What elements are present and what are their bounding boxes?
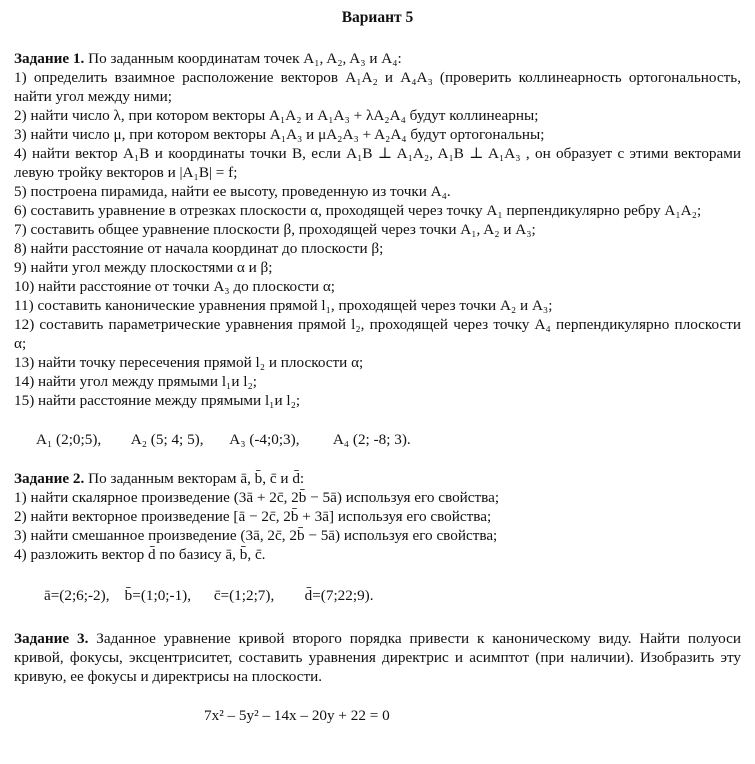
task-2-label: Задание 2. bbox=[14, 470, 85, 487]
task-1-item: 4) найти вектор A₁B и координаты точки B, если A₁B ⊥ A₁A₂, A₁B ⊥ A₁A₃ , он образует с этими векторами левую тройку векторов и |A₁B| = f; bbox=[14, 145, 741, 181]
task-1-heading bbox=[14, 49, 741, 68]
task-1-item: 14) найти угол между прямыми l₁и l₂; bbox=[14, 373, 258, 390]
task-3-text-block bbox=[14, 629, 741, 686]
task-2-item: 3) найти смешанное произведение (3ā, 2c̄, 2b̄ − 5ā) используя его свойства; bbox=[14, 527, 498, 544]
task-2-intro: По заданным векторам ā, b̄, c̄ и d̄: bbox=[88, 470, 305, 487]
task-2-item: 1) найти скалярное произведение (3ā + 2c̄, 2b̄ − 5ā) используя его свойства; bbox=[14, 489, 500, 506]
task-1-item: 10) найти расстояние от точки A₃ до плоскости α; bbox=[14, 278, 335, 295]
task-2-heading bbox=[14, 469, 741, 488]
task-3 bbox=[14, 629, 741, 725]
task-1-item: 2) найти число λ, при котором векторы A₁A₂ и A₁A₃ + λA₂A₄ будут коллинеарны; bbox=[14, 107, 539, 124]
task-3-equation: 7x² – 5y² – 14x – 20y + 22 = 0 bbox=[204, 707, 390, 724]
task-1-item: 1) определить взаимное расположение векторов A₁A₂ и A₄A₃ (проверить коллинеарность ортогональность, найти угол между ними; bbox=[14, 69, 741, 105]
task-2-item: 2) найти векторное произведение [ā − 2c̄, 2b̄ + 3ā] используя его свойства; bbox=[14, 508, 492, 525]
task-3-text: Заданное уравнение кривой второго порядка привести к каноническому виду. Найти полуоси кривой, фокусы, эксцентриситет, составить уравнения директрис и асимптот (при наличии). Изобразить эту кривую, ее фокусы и директрисы на плоскости. bbox=[14, 630, 741, 685]
task-2-item: 4) разложить вектор d̄ по базису ā, b̄, c̄. bbox=[14, 546, 266, 563]
task-1-item: 7) составить общее уравнение плоскости β, проходящей через точки A₁, A₂ и A₃; bbox=[14, 221, 536, 238]
task-1-item: 12) составить параметрические уравнения прямой l₂, проходящей через точку A₄ перпендикулярно плоскости α; bbox=[14, 316, 741, 352]
task-1-item: 6) составить уравнение в отрезках плоскости α, проходящей через точку A₁ перпендикулярно ребру A₁A₂; bbox=[14, 202, 702, 219]
task-1-item: 5) построена пирамида, найти ее высоту, проведенную из точки A₄. bbox=[14, 183, 451, 200]
variant-title: Вариант 5 bbox=[341, 9, 414, 26]
task-1-label: Задание 1. bbox=[14, 50, 85, 67]
task-1-item: 15) найти расстояние между прямыми l₁и l₂; bbox=[14, 392, 301, 409]
task-2 bbox=[14, 469, 741, 605]
task-3-label: Задание 3. bbox=[14, 630, 89, 647]
task-1-item: 8) найти расстояние от начала координат до плоскости β; bbox=[14, 240, 384, 257]
task-1-item: 9) найти угол между плоскостями α и β; bbox=[14, 259, 273, 276]
task-2-vectors: ā=(2;6;-2), b̄=(1;0;-1), c̄=(1;2;7), d̄=(7;22;9). bbox=[44, 587, 374, 604]
task-1-points: A₁ (2;0;5), A₂ (5; 4; 5), A₃ (-4;0;3), A₄ (2; -8; 3). bbox=[36, 431, 411, 448]
task-1-item: 3) найти число μ, при котором векторы A₁A₃ и μA₂A₃ + A₂A₄ будут ортогональны; bbox=[14, 126, 545, 143]
task-1-item: 11) составить канонические уравнения прямой l₁, проходящей через точки A₂ и A₃; bbox=[14, 297, 553, 314]
task-1-intro: По заданным координатам точек A₁, A₂, A₃ и A₄: bbox=[88, 50, 402, 67]
task-1-item: 13) найти точку пересечения прямой l₂ и плоскости α; bbox=[14, 354, 364, 371]
task-1 bbox=[14, 49, 741, 449]
